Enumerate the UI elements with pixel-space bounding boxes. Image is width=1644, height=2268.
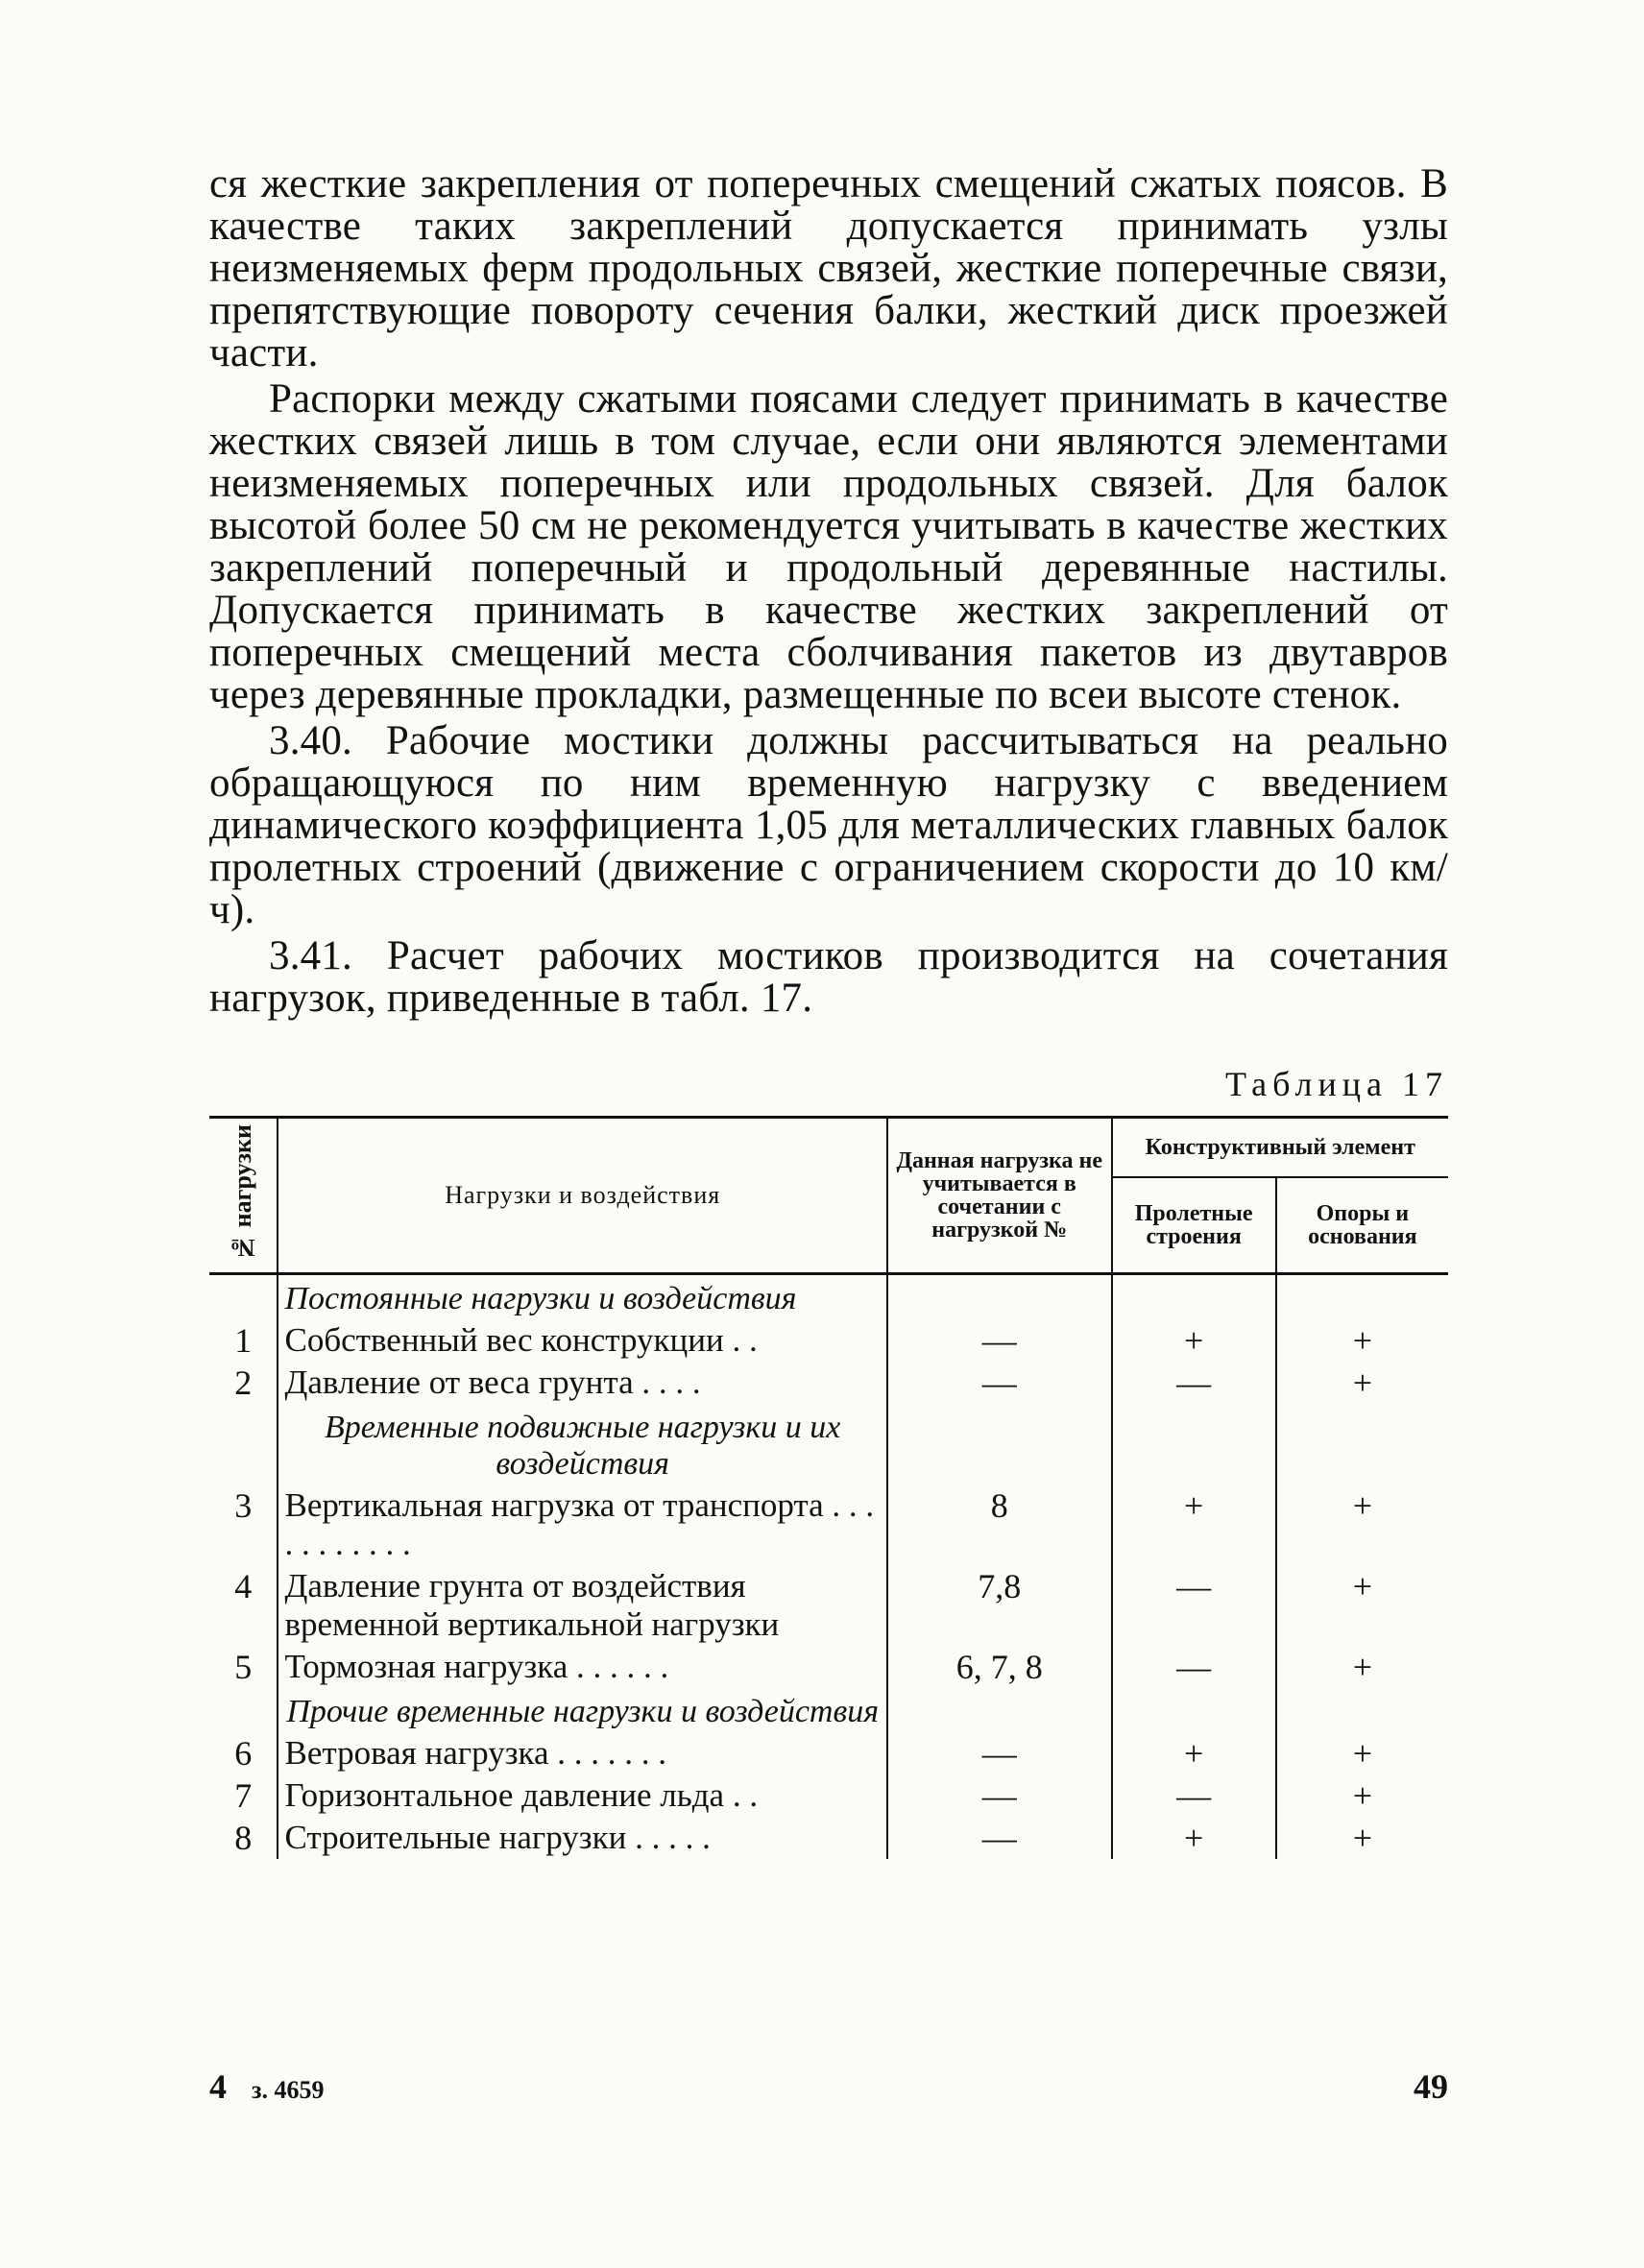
section-other-temporary: Прочие временные нагрузки и воздействия — [278, 1688, 886, 1732]
paragraph-3-41: 3.41. Расчет рабочих мостиков производится на сочетания нагрузок, приведенные в табл. 17. — [209, 933, 1448, 1021]
section-permanent: Постоянные нагрузки и воздействия — [278, 1273, 886, 1319]
footer-left — [209, 2066, 324, 2107]
table-row: 1 Собственный вес конструкции . . — + + — [209, 1319, 1448, 1362]
page-number: 49 — [1414, 2067, 1448, 2106]
document-page — [209, 163, 1448, 1859]
header-supports: Опоры и основания — [1276, 1177, 1448, 1274]
paragraph-2: Распорки между сжатыми поясами следует принимать в качестве жестких связей лишь в том случае, если они являются элементами неизменяемых поперечных или продольных связей. Для балок высотой более 50 см не рекомендуется учитывать в качестве жестких закреплений поперечный и продольный деревянные настилы. Допускается принимать в качестве жестких закреплений от поперечных смещений места сболчивания пакетов из двутавров через деревянные прокладки, размещенные по всеи высоте стенок. — [209, 376, 1448, 717]
table-caption: Таблица 17 — [1225, 1065, 1448, 1103]
table-row: 4 Давление грунта от воздействия временной вертикальной нагрузки 7,8 — + — [209, 1565, 1448, 1646]
table-17 — [209, 1116, 1448, 1859]
header-load-number: № нагрузки — [209, 1118, 278, 1274]
paragraph-1: ся жесткие закрепления от поперечных смещений сжатых поясов. В качестве таких закреплений допускается принимать узлы неизменяемых ферм продольных связей, жесткие поперечные связи, препятствующие повороту сечения балки, жесткий диск проезжей части. — [209, 161, 1448, 375]
order-number: з. 4659 — [252, 2076, 325, 2104]
table-row: 6 Ветровая нагрузка . . . . . . . — + + — [209, 1732, 1448, 1774]
table-row: 5 Тормозная нагрузка . . . . . . 6, 7, 8 — + — [209, 1646, 1448, 1688]
sheet-number: 4 — [209, 2067, 227, 2106]
header-loads: Нагрузки и воздействия — [278, 1118, 886, 1274]
table-row: 8 Строительные нагрузки . . . . . — + + — [209, 1817, 1448, 1859]
table-row: 2 Давление от веса грунта . . . . — — + — [209, 1362, 1448, 1404]
section-temporary-moving: Временные подвижные нагрузки и их воздействия — [278, 1404, 886, 1484]
header-structural-element: Конструктивный элемент — [1112, 1118, 1448, 1177]
table-row: 7 Горизонтальное давление льда . . — — + — [209, 1774, 1448, 1817]
header-exclude-combination: Данная нагрузка не учитывается в сочетании с нагрузкой № — [887, 1118, 1112, 1274]
table-row: 3 Вертикальная нагрузка от транспорта . . . . . . . . . . . 8 + + — [209, 1484, 1448, 1565]
header-spans: Пролетные строения — [1112, 1177, 1276, 1274]
paragraph-3-40: 3.40. Рабочие мостики должны рассчитываться на реально обращающуюся по ним временную нагрузку с введением динамического коэффициента 1,05 для металлических главных балок пролетных строений (движение с ограничением скорости до 10 км/ч). — [209, 718, 1448, 932]
